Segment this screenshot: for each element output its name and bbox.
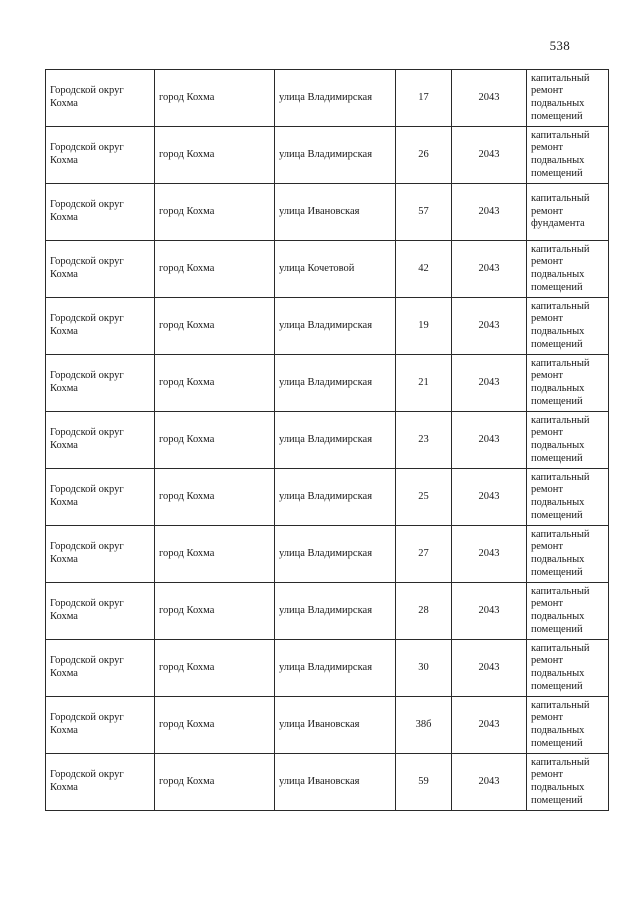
year-cell — [452, 412, 527, 469]
city-text: город Кохма — [159, 376, 215, 388]
work-cell — [527, 412, 609, 469]
house-number: 17 — [418, 91, 429, 103]
year-cell — [452, 640, 527, 697]
district-cell — [46, 355, 155, 412]
year-text: 2043 — [478, 262, 500, 274]
table-row — [46, 583, 609, 640]
district-cell — [46, 70, 155, 127]
house-cell — [396, 298, 452, 355]
work-type-text: капитальный ремонт подвальных помещений — [531, 471, 590, 521]
street-cell — [275, 298, 396, 355]
street-text: улица Ивановская — [279, 775, 360, 787]
table-row — [46, 412, 609, 469]
work-type-text: капитальный ремонт подвальных помещений — [531, 414, 590, 464]
work-cell — [527, 298, 609, 355]
year-text: 2043 — [478, 661, 500, 673]
city-text: город Кохма — [159, 661, 215, 673]
work-cell — [527, 697, 609, 754]
year-cell — [452, 127, 527, 184]
work-type-text: капитальный ремонт подвальных помещений — [531, 528, 590, 578]
page-number: 538 — [549, 38, 570, 53]
house-cell — [396, 697, 452, 754]
district-cell — [46, 241, 155, 298]
house-number: 26 — [418, 148, 429, 160]
year-text: 2043 — [478, 718, 500, 730]
house-cell — [396, 127, 452, 184]
year-cell — [452, 469, 527, 526]
year-cell — [452, 526, 527, 583]
work-type-text: капитальный ремонт подвальных помещений — [531, 642, 590, 692]
street-cell — [275, 640, 396, 697]
district-text: Городской округ Кохма — [50, 484, 124, 508]
street-text: улица Владимирская — [279, 319, 373, 331]
table-row — [46, 469, 609, 526]
table-row — [46, 754, 609, 811]
city-text: город Кохма — [159, 91, 215, 103]
house-number: 23 — [418, 433, 429, 445]
street-text: улица Владимирская — [279, 490, 373, 502]
work-cell — [527, 640, 609, 697]
table-row — [46, 70, 609, 127]
year-text: 2043 — [478, 148, 500, 160]
street-cell — [275, 526, 396, 583]
city-cell — [155, 70, 275, 127]
year-text: 2043 — [478, 205, 500, 217]
table-row — [46, 640, 609, 697]
table-row — [46, 355, 609, 412]
work-type-text: капитальный ремонт подвальных помещений — [531, 129, 590, 179]
city-cell — [155, 241, 275, 298]
district-text: Городской округ Кохма — [50, 427, 124, 451]
house-cell — [396, 70, 452, 127]
district-text: Городской округ Кохма — [50, 541, 124, 565]
year-cell — [452, 70, 527, 127]
city-cell — [155, 754, 275, 811]
street-text: улица Владимирская — [279, 547, 373, 559]
work-type-text: капитальный ремонт подвальных помещений — [531, 300, 590, 350]
house-number: 19 — [418, 319, 429, 331]
house-cell — [396, 412, 452, 469]
district-text: Городской округ Кохма — [50, 370, 124, 394]
city-text: город Кохма — [159, 718, 215, 730]
house-cell — [396, 184, 452, 241]
city-text: город Кохма — [159, 775, 215, 787]
table-row — [46, 241, 609, 298]
street-cell — [275, 469, 396, 526]
year-text: 2043 — [478, 91, 500, 103]
work-cell — [527, 184, 609, 241]
street-cell — [275, 241, 396, 298]
house-number: 42 — [418, 262, 429, 274]
district-cell — [46, 583, 155, 640]
work-cell — [527, 241, 609, 298]
work-cell — [527, 127, 609, 184]
street-cell — [275, 412, 396, 469]
district-text: Городской округ Кохма — [50, 85, 124, 109]
district-cell — [46, 754, 155, 811]
city-text: город Кохма — [159, 433, 215, 445]
city-text: город Кохма — [159, 148, 215, 160]
district-text: Городской округ Кохма — [50, 655, 124, 679]
district-text: Городской округ Кохма — [50, 199, 124, 223]
street-text: улица Владимирская — [279, 604, 373, 616]
work-cell — [527, 355, 609, 412]
street-cell — [275, 754, 396, 811]
work-type-text: капитальный ремонт подвальных помещений — [531, 72, 590, 122]
work-cell — [527, 754, 609, 811]
year-cell — [452, 355, 527, 412]
work-type-text: капитальный ремонт подвальных помещений — [531, 699, 590, 749]
house-cell — [396, 754, 452, 811]
year-cell — [452, 754, 527, 811]
city-text: город Кохма — [159, 205, 215, 217]
district-text: Городской округ Кохма — [50, 256, 124, 280]
work-cell — [527, 469, 609, 526]
city-cell — [155, 412, 275, 469]
year-cell — [452, 298, 527, 355]
house-cell — [396, 469, 452, 526]
year-text: 2043 — [478, 319, 500, 331]
work-type-text: капитальный ремонт подвальных помещений — [531, 357, 590, 407]
city-cell — [155, 298, 275, 355]
city-cell — [155, 469, 275, 526]
year-cell — [452, 241, 527, 298]
work-type-text: капитальный ремонт фундамента — [531, 193, 590, 230]
house-cell — [396, 640, 452, 697]
work-type-text: капитальный ремонт подвальных помещений — [531, 585, 590, 635]
district-text: Городской округ Кохма — [50, 769, 124, 793]
year-cell — [452, 697, 527, 754]
street-cell — [275, 355, 396, 412]
repair-schedule-table — [45, 69, 609, 811]
city-cell — [155, 184, 275, 241]
district-cell — [46, 412, 155, 469]
year-text: 2043 — [478, 547, 500, 559]
house-cell — [396, 355, 452, 412]
city-cell — [155, 583, 275, 640]
year-text: 2043 — [478, 604, 500, 616]
year-text: 2043 — [478, 433, 500, 445]
house-number: 28 — [418, 604, 429, 616]
house-cell — [396, 526, 452, 583]
year-text: 2043 — [478, 775, 500, 787]
work-type-text: капитальный ремонт подвальных помещений — [531, 756, 590, 806]
district-text: Городской округ Кохма — [50, 142, 124, 166]
street-cell — [275, 70, 396, 127]
house-cell — [396, 241, 452, 298]
district-cell — [46, 526, 155, 583]
street-cell — [275, 583, 396, 640]
table-row — [46, 298, 609, 355]
district-cell — [46, 127, 155, 184]
city-cell — [155, 526, 275, 583]
house-number: 21 — [418, 376, 429, 388]
city-text: город Кохма — [159, 319, 215, 331]
street-cell — [275, 184, 396, 241]
house-number: 57 — [418, 205, 429, 217]
work-cell — [527, 70, 609, 127]
table-row — [46, 127, 609, 184]
street-text: улица Ивановская — [279, 718, 360, 730]
district-text: Городской округ Кохма — [50, 598, 124, 622]
house-cell — [396, 583, 452, 640]
house-number: 30 — [418, 661, 429, 673]
district-text: Городской округ Кохма — [50, 712, 124, 736]
street-text: улица Владимирская — [279, 376, 373, 388]
table-row — [46, 526, 609, 583]
city-cell — [155, 640, 275, 697]
work-cell — [527, 583, 609, 640]
year-cell — [452, 184, 527, 241]
table-body — [46, 70, 609, 811]
street-cell — [275, 697, 396, 754]
table-row — [46, 184, 609, 241]
city-cell — [155, 127, 275, 184]
city-text: город Кохма — [159, 262, 215, 274]
city-cell — [155, 355, 275, 412]
year-cell — [452, 583, 527, 640]
city-cell — [155, 697, 275, 754]
work-type-text: капитальный ремонт подвальных помещений — [531, 243, 590, 293]
work-cell — [527, 526, 609, 583]
year-text: 2043 — [478, 376, 500, 388]
house-number: 59 — [418, 775, 429, 787]
district-cell — [46, 184, 155, 241]
street-text: улица Владимирская — [279, 433, 373, 445]
street-text: улица Владимирская — [279, 661, 373, 673]
district-cell — [46, 640, 155, 697]
house-number: 27 — [418, 547, 429, 559]
street-text: улица Кочетовой — [279, 262, 355, 274]
street-text: улица Владимирская — [279, 91, 373, 103]
house-number: 25 — [418, 490, 429, 502]
city-text: город Кохма — [159, 490, 215, 502]
year-text: 2043 — [478, 490, 500, 502]
street-text: улица Ивановская — [279, 205, 360, 217]
city-text: город Кохма — [159, 604, 215, 616]
city-text: город Кохма — [159, 547, 215, 559]
table-row — [46, 697, 609, 754]
street-text: улица Владимирская — [279, 148, 373, 160]
district-cell — [46, 469, 155, 526]
street-cell — [275, 127, 396, 184]
district-cell — [46, 298, 155, 355]
district-text: Городской округ Кохма — [50, 313, 124, 337]
district-cell — [46, 697, 155, 754]
house-number: 38б — [415, 718, 432, 730]
